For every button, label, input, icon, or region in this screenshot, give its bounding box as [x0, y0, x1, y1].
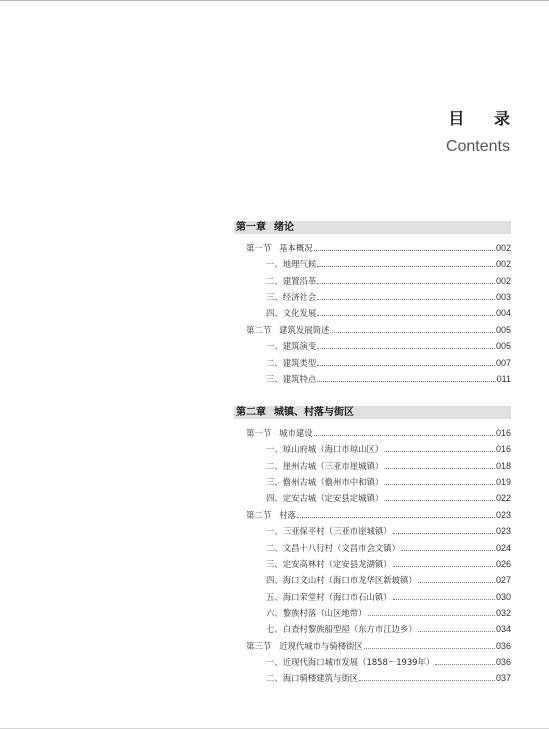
- dot-leader: [393, 599, 495, 600]
- section-number: 第一节: [246, 243, 272, 253]
- page-number: 036: [495, 656, 511, 667]
- entry-title: 近现代城市与骑楼街区: [279, 640, 363, 651]
- page-number: 019: [495, 477, 511, 488]
- dot-leader: [317, 299, 495, 300]
- entry-title: 二、建筑类型: [266, 357, 317, 368]
- toc-section-entry[interactable]: [246, 509, 511, 522]
- dot-leader: [384, 500, 495, 501]
- page-number: 030: [495, 591, 511, 602]
- dot-leader: [384, 468, 495, 469]
- toc-item-entry[interactable]: [266, 291, 511, 304]
- dot-leader: [314, 435, 495, 436]
- toc-item-entry[interactable]: [266, 357, 511, 370]
- toc-item-entry[interactable]: [266, 574, 511, 587]
- top-border-line: [0, 0, 549, 1]
- entry-title: 城市建设: [279, 428, 313, 438]
- section-number: 第二节: [246, 324, 272, 335]
- chapter-title: 绪论: [274, 222, 294, 233]
- entry-title: 三、儋州古城（儋州市中和镇）: [266, 477, 384, 488]
- page-number: 007: [495, 357, 511, 368]
- dot-leader: [330, 332, 495, 333]
- page-number: 011: [496, 373, 511, 384]
- entry-title: 四、定安古城（定安县定城镇）: [266, 493, 384, 504]
- entry-title: 四、海口文山村（海口市龙华区新坡镇）: [266, 575, 417, 586]
- entry-title: 一、三亚保平村（三亚市崖城镇）: [266, 526, 392, 537]
- toc-item-entry[interactable]: [266, 307, 511, 320]
- page-number: 034: [495, 624, 511, 635]
- toc-section-entry[interactable]: [246, 427, 511, 440]
- dot-leader: [359, 680, 495, 681]
- toc-item-entry[interactable]: [266, 623, 511, 636]
- section-number: 第一节: [246, 428, 272, 438]
- dot-leader: [364, 648, 495, 649]
- dot-leader: [418, 631, 495, 632]
- toc-item-entry[interactable]: [266, 558, 511, 571]
- page-number: 027: [495, 575, 511, 586]
- page-number: 023: [495, 509, 511, 520]
- dot-leader: [393, 533, 495, 534]
- toc-item-entry[interactable]: [266, 672, 511, 685]
- page-number: 003: [495, 292, 511, 303]
- dot-leader: [384, 451, 495, 452]
- toc-title-english: Contents: [445, 138, 510, 155]
- toc-item-entry[interactable]: [266, 525, 511, 538]
- page-number: 032: [495, 607, 511, 618]
- toc-item-entry[interactable]: [266, 373, 511, 386]
- entry-title: 村落: [279, 509, 296, 520]
- toc-section-entry[interactable]: [246, 324, 511, 337]
- toc-item-entry[interactable]: [266, 460, 511, 473]
- entry-title: 三、经济社会: [266, 292, 317, 303]
- page-number: 018: [495, 460, 511, 471]
- entry-title: 一、琼山府城（海口市琼山区）: [266, 444, 384, 455]
- page-number: 005: [495, 324, 511, 335]
- dot-leader: [384, 484, 495, 485]
- chapter-number: 第二章: [236, 407, 266, 418]
- page-number: 016: [495, 444, 511, 455]
- page-number: 036: [495, 640, 511, 651]
- dot-leader: [418, 582, 495, 583]
- chapter-title: 城镇、村落与街区: [274, 407, 354, 418]
- dot-leader: [393, 566, 495, 567]
- toc-item-entry[interactable]: [266, 443, 511, 456]
- toc-item-entry[interactable]: [266, 591, 511, 604]
- page-number: 037: [495, 673, 511, 684]
- dot-leader: [314, 250, 495, 251]
- toc-item-entry[interactable]: [266, 492, 511, 505]
- page-number: 016: [495, 428, 511, 438]
- entry-title: 二、崖州古城（三亚市崖城镇）: [266, 460, 384, 471]
- toc-section-entry[interactable]: [246, 242, 511, 255]
- section-number: 第三节: [246, 640, 272, 651]
- entry-title: 一、地理气候: [266, 259, 317, 270]
- section-number: 第二节: [246, 509, 272, 520]
- page-number: 004: [495, 308, 511, 319]
- entry-title: 二、文昌十八行村（文昌市会文镇）: [266, 542, 400, 553]
- page-number: 002: [495, 243, 511, 253]
- page-number: 026: [495, 558, 511, 569]
- toc-item-entry[interactable]: [266, 258, 511, 271]
- toc-item-entry[interactable]: [266, 340, 511, 353]
- page-number: 024: [495, 542, 511, 553]
- toc-item-entry[interactable]: [266, 607, 511, 620]
- toc-item-entry[interactable]: [266, 476, 511, 489]
- dot-leader: [317, 283, 495, 284]
- chapter-number: 第一章: [236, 222, 266, 233]
- dot-leader: [317, 266, 495, 267]
- toc-item-entry[interactable]: [266, 542, 511, 555]
- dot-leader: [317, 365, 495, 366]
- dot-leader: [368, 615, 495, 616]
- chapter-heading[interactable]: [234, 221, 511, 234]
- page-number: 002: [495, 275, 511, 286]
- toc-section-entry[interactable]: [246, 640, 511, 653]
- entry-title: 三、建筑特点: [266, 373, 317, 384]
- page-number: 002: [495, 259, 511, 270]
- entry-title: 二、海口骑楼建筑与街区: [266, 673, 359, 684]
- page-number: 022: [495, 493, 511, 504]
- entry-title: 建筑发展简述: [279, 324, 330, 335]
- dot-leader: [401, 550, 495, 551]
- dot-leader: [317, 381, 495, 382]
- entry-title: 二、建置沿革: [266, 275, 317, 286]
- entry-title: 基本概况: [279, 243, 313, 253]
- page-number: 023: [495, 526, 511, 537]
- dot-leader: [435, 664, 495, 665]
- toc-title-chinese: 目 录: [448, 109, 522, 128]
- dot-leader: [317, 315, 495, 316]
- entry-title: 七、白查村黎族船型屋（东方市江边乡）: [266, 624, 417, 635]
- toc-item-entry[interactable]: [266, 275, 511, 288]
- dot-leader: [297, 517, 495, 518]
- dot-leader: [317, 348, 495, 349]
- entry-title: 五、海口荣堂村（海口市石山镇）: [266, 591, 392, 602]
- entry-title: 一、近现代海口城市发展（1858－1939年）: [266, 656, 435, 667]
- entry-title: 六、黎族村落（山区地带）: [266, 607, 367, 618]
- entry-title: 一、建筑演变: [266, 341, 317, 352]
- entry-title: 三、定安高林村（定安县龙湖镇）: [266, 558, 392, 569]
- toc-item-entry[interactable]: [266, 656, 511, 669]
- chapter-heading[interactable]: [234, 406, 511, 419]
- entry-title: 四、文化发展: [266, 308, 317, 319]
- page-number: 005: [495, 341, 511, 352]
